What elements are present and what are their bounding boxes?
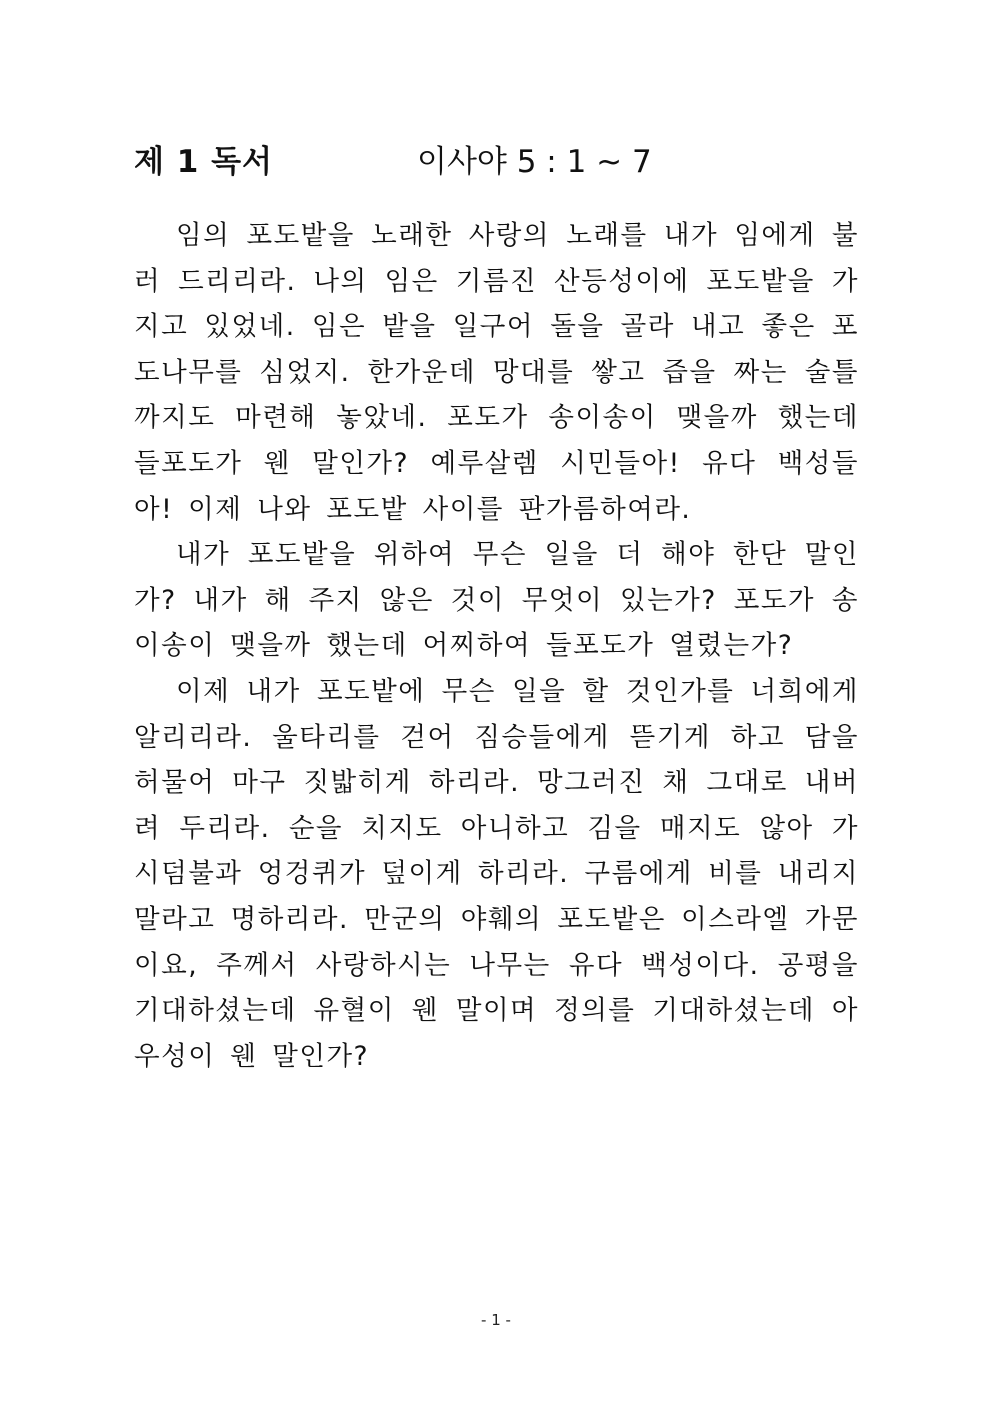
reading-body	[134, 213, 859, 1079]
paragraph: 내가 포도밭을 위하여 무슨 일을 더 해야 한단 말인가? 내가 해 주지 않은 것이 무엇이 있는가? 포도가 송이송이 맺을까 했는데 어찌하여 들포도가 열렸는가?	[134, 539, 859, 662]
page-number: - 1 -	[481, 1311, 511, 1329]
paragraph: 이제 내가 포도밭에 무슨 일을 할 것인가를 너희에게 알리리라. 울타리를 걷어 짐승들에게 뜯기게 하고 담을 허물어 마구 짓밟히게 하리라. 망그러진 채 그대로 내버려 두리라. 순을 치지도 아니하고 김을 매지도 않아 가시덤불과 엉겅퀴가 덮이게 하리라. 구름에게 비를 내리지 말라고 명하리라. 만군의 야훼의 포도밭은 이스라엘 가문이요, 주께서 사랑하시는 나무는 유다 백성이다. 공평을 기대하셨는데 유혈이 웬 말이며 정의를 기대하셨는데 아우성이 웬 말인가?	[134, 675, 859, 1072]
paragraph: 임의 포도밭을 노래한 사랑의 노래를 내가 임에게 불러 드리리라. 나의 임은 기름진 산등성이에 포도밭을 가지고 있었네. 임은 밭을 일구어 돌을 골라 내고 좋은 포도나무를 심었지. 한가운데 망대를 쌓고 즙을 짜는 술틀까지도 마련해 놓았네. 포도가 송이송이 맺을까 했는데 들포도가 웬 말인가? 예루살렘 시민들아! 유다 백성들아! 이제 나와 포도밭 사이를 판가름하여라.	[134, 220, 859, 525]
reading-label: 제 1 독서	[134, 144, 273, 180]
reading-header	[134, 136, 864, 184]
scripture-reference: 이사야 5 : 1 ~ 7	[417, 144, 652, 180]
